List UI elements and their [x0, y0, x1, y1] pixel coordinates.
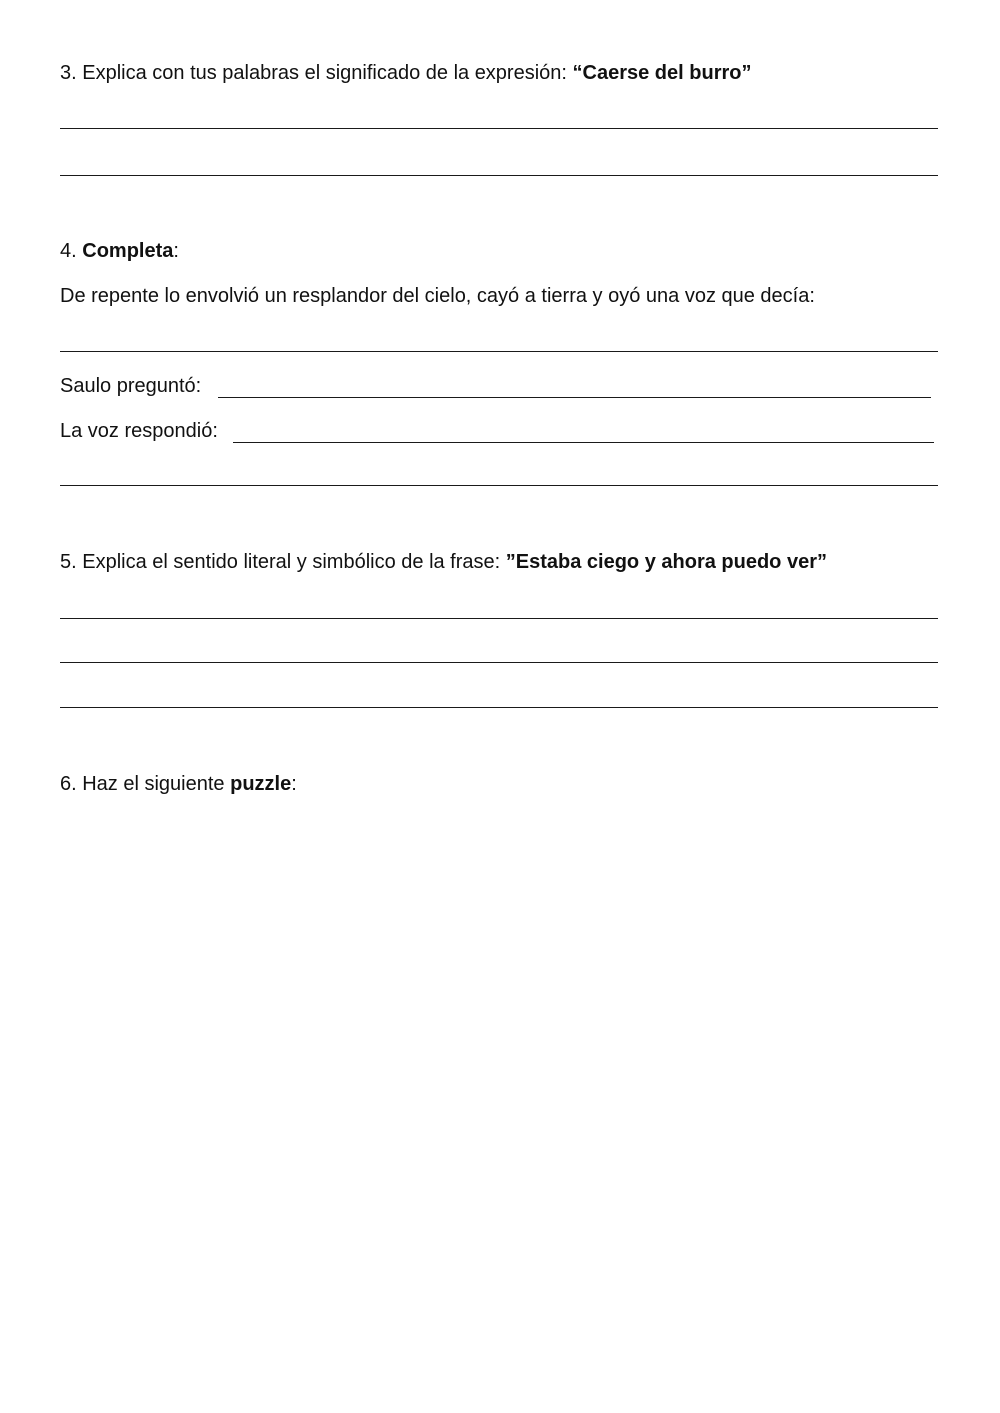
saulo-label: Saulo preguntó: [60, 375, 202, 397]
answer-line-5b[interactable] [60, 662, 938, 663]
question-3 [60, 62, 751, 85]
answer-line-4a[interactable] [60, 351, 938, 352]
question-4-number: 4. [60, 240, 83, 262]
answer-line-voz[interactable] [233, 442, 934, 443]
question-6 [60, 773, 297, 796]
answer-line-saulo[interactable] [218, 397, 931, 398]
question-3-expression: “Caerse del burro” [572, 62, 752, 84]
question-5-phrase: ”Estaba ciego y ahora puedo ver” [505, 551, 827, 573]
question-6-colon: : [291, 773, 297, 795]
question-4-sentence: De repente lo envolvió un resplandor del cielo, cayó a tierra y oyó una voz que decía: [60, 285, 815, 307]
question-4 [60, 240, 179, 263]
answer-line-3b[interactable] [60, 175, 938, 176]
question-6-keyword: puzzle [230, 773, 292, 795]
answer-line-5c[interactable] [60, 707, 938, 708]
question-6-text: 6. Haz el siguiente [60, 773, 231, 795]
answer-line-5a[interactable] [60, 618, 938, 619]
answer-line-4b[interactable] [60, 485, 938, 486]
question-4-keyword: Completa [82, 240, 174, 262]
question-5 [60, 551, 827, 574]
voz-label: La voz respondió: [60, 420, 218, 442]
question-4-colon: : [173, 240, 179, 262]
question-3-text: 3. Explica con tus palabras el significado de la expresión: [60, 62, 573, 84]
question-5-text: 5. Explica el sentido literal y simbólico de la frase: [60, 551, 506, 573]
answer-line-3a[interactable] [60, 128, 938, 129]
